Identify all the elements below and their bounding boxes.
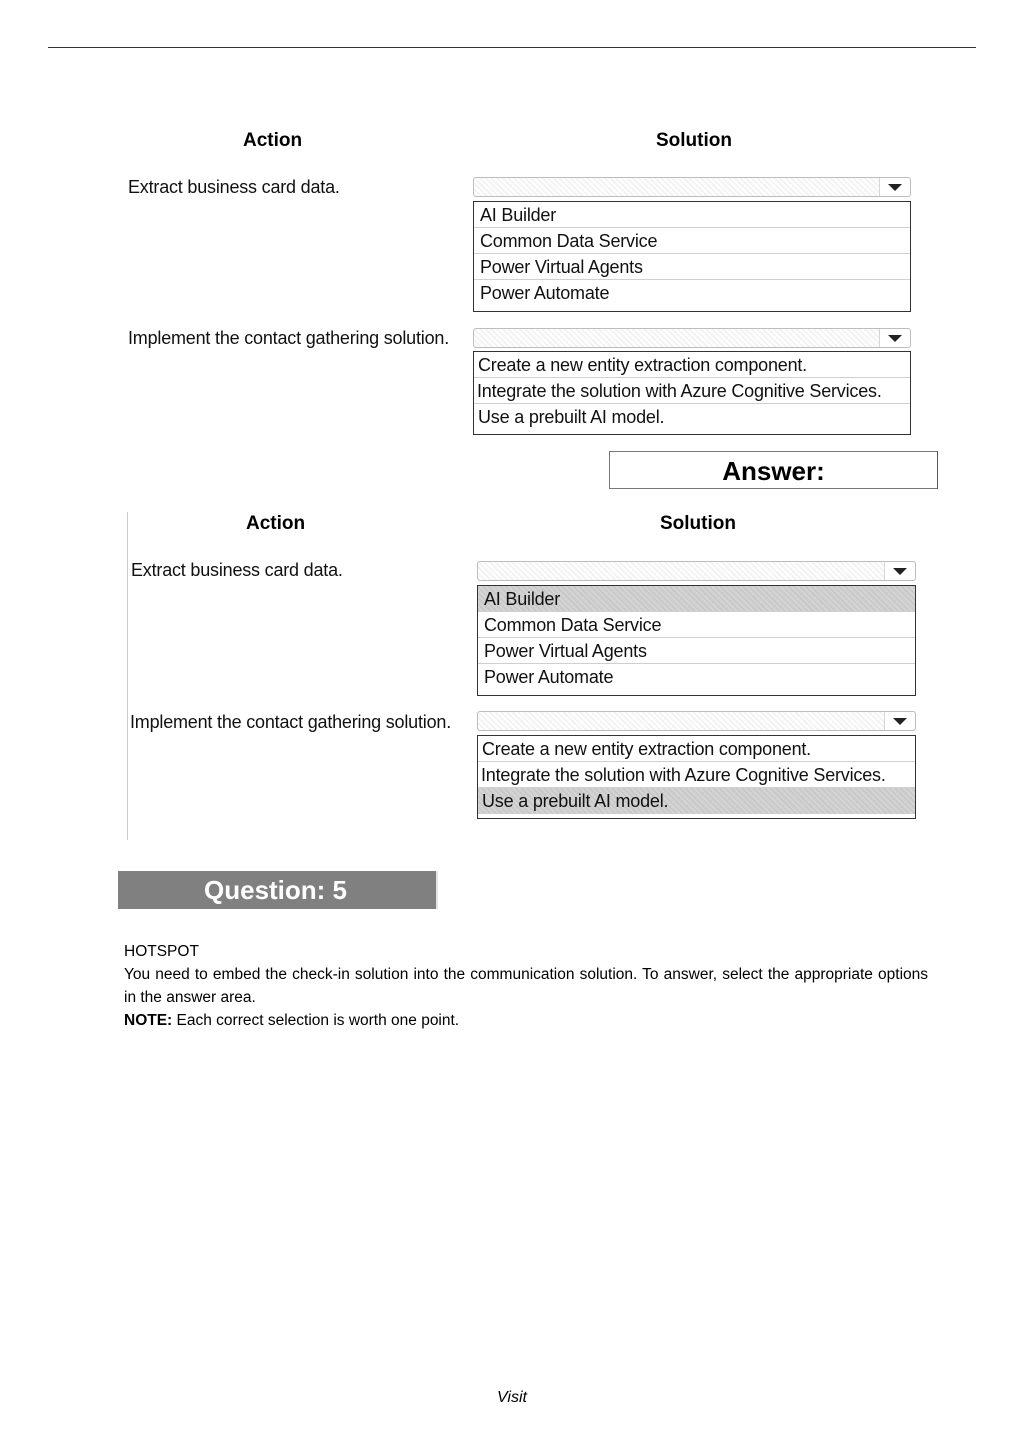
question-type: HOTSPOT <box>124 943 199 960</box>
question-title: Question: 5 <box>118 871 438 909</box>
options-list-row2 <box>473 351 911 435</box>
answer-area-border <box>127 512 128 840</box>
answer-options-list-row1 <box>477 585 916 696</box>
options-list-row1 <box>473 201 911 312</box>
answer-solution-header: Solution <box>660 513 736 534</box>
answer-option-entity-extraction[interactable]: Create a new entity extraction component. <box>478 736 915 762</box>
chevron-down-icon[interactable] <box>884 562 915 580</box>
answer-action-label-row2: Implement the contact gathering solution. <box>130 712 451 732</box>
option-power-automate[interactable]: Power Automate <box>480 283 610 303</box>
answer-option-common-data-service[interactable]: Common Data Service <box>478 612 915 638</box>
chevron-down-icon[interactable] <box>884 712 915 730</box>
option-power-virtual-agents[interactable]: Power Virtual Agents <box>474 254 910 280</box>
option-prebuilt-ai-model[interactable]: Use a prebuilt AI model. <box>478 407 665 427</box>
answer-option-prebuilt-ai-model-selected[interactable]: Use a prebuilt AI model. <box>478 788 915 814</box>
action-header: Action <box>243 130 303 151</box>
option-azure-cognitive-services[interactable]: Integrate the solution with Azure Cognitive Services. <box>474 378 910 404</box>
answer-option-ai-builder-selected[interactable]: AI Builder <box>478 586 915 612</box>
solution-dropdown-row2[interactable] <box>473 328 911 348</box>
action-label-row1: Extract business card data. <box>128 177 340 197</box>
note-text: Each correct selection is worth one point. <box>172 1012 460 1029</box>
answer-option-power-virtual-agents[interactable]: Power Virtual Agents <box>478 638 915 664</box>
chevron-down-icon[interactable] <box>879 329 910 347</box>
answer-dropdown-row2[interactable] <box>477 711 916 731</box>
note-label: NOTE: <box>124 1012 173 1029</box>
answer-action-header: Action <box>246 513 306 534</box>
answer-option-power-automate[interactable]: Power Automate <box>484 667 614 687</box>
footer-text: Visit <box>497 1389 527 1406</box>
chevron-down-icon[interactable] <box>879 178 910 196</box>
answer-options-list-row2 <box>477 735 916 819</box>
option-common-data-service[interactable]: Common Data Service <box>474 228 910 254</box>
header-rule <box>48 47 976 48</box>
answer-label: Answer: <box>609 451 938 489</box>
action-label-row2: Implement the contact gathering solution. <box>128 328 449 348</box>
question-text: You need to embed the check-in solution into the communication solution. To answer, select the appropriate options in the answer area. <box>124 966 928 1006</box>
option-ai-builder[interactable]: AI Builder <box>474 202 910 228</box>
note <box>124 1009 928 1032</box>
option-entity-extraction[interactable]: Create a new entity extraction component. <box>474 352 910 378</box>
answer-dropdown-row1[interactable] <box>477 561 916 581</box>
solution-dropdown-row1[interactable] <box>473 177 911 197</box>
solution-header: Solution <box>656 130 732 151</box>
answer-option-azure-cognitive-services[interactable]: Integrate the solution with Azure Cognitive Services. <box>478 762 915 788</box>
answer-action-label-row1: Extract business card data. <box>131 560 343 580</box>
